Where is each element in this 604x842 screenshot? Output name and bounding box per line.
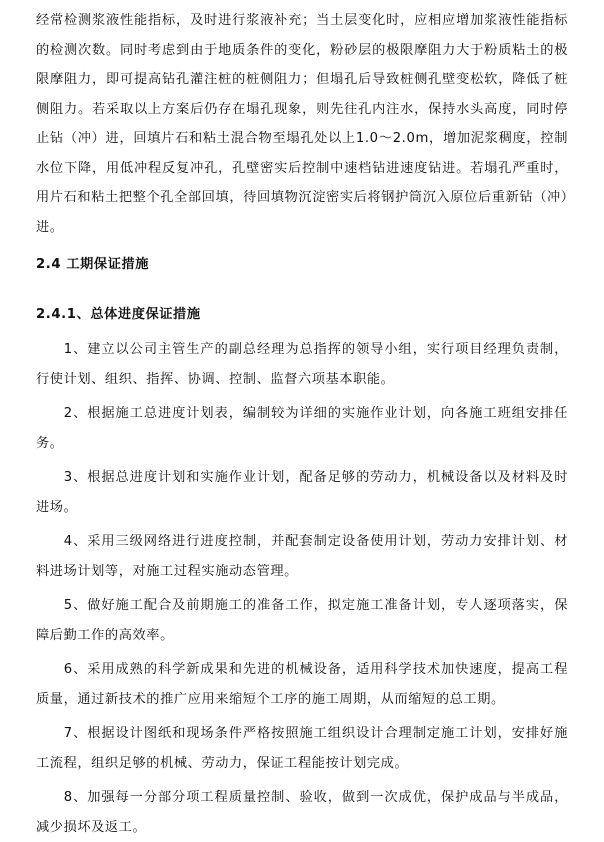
list-item-6: 6、采用成熟的科学新成果和先进的机械设备，适用科学技术加快速度，提高工程质量，通过新技术的推广应用来缩短个工序的施工周期，从而缩短的总工期。 (36, 662, 568, 707)
list-item-7: 7、根据设计图纸和现场条件严格按照施工组织设计合理制定施工计划，安排好施工流程，组织足够的机械、劳动力，保证工程能按计划完成。 (36, 726, 568, 771)
list-item-4: 4、采用三级网络进行进度控制，并配套制定设备使用计划，劳动力安排计划、材料进场计划等，对施工过程实施动态管理。 (36, 534, 568, 579)
list-item-5: 5、做好施工配合及前期施工的准备工作，拟定施工准备计划，专人逐项落实，保障后勤工作的高效率。 (36, 598, 568, 643)
list-item-1: 1、建立以公司主管生产的副总经理为总指挥的领导小组，实行项目经理负责制，行使计划、组织、指挥、协调、控制、监督六项基本职能。 (36, 342, 568, 387)
list-item-3: 3、根据总进度计划和实施作业计划，配备足够的劳动力，机械设备以及材料及时进场。 (36, 470, 568, 515)
section-heading: 2.4 工期保证措施 (36, 257, 150, 272)
list-item-8: 8、加强每一分部分项工程质量控制、验收，做到一次成优，保护成品与半成品，减少损坏及返工。 (36, 790, 568, 835)
subsection-heading: 2.4.1、总体进度保证措施 (36, 307, 201, 322)
list-item-2: 2、根据施工总进度计划表，编制较为详细的实施作业计划，向各施工班组安排任务。 (36, 406, 568, 451)
intro-paragraph: 经常检测浆液性能指标，及时进行浆液补充；当土层变化时，应相应增加浆液性能指标的检测次数。同时考虑到由于地质条件的变化，粉砂层的极限摩阻力大于粉质粘土的极限摩阻力，即可提高钻孔灌注桩的桩侧阻力；但塌孔后导致桩侧孔壁变松软，降低了桩侧阻力。若采取以上方案后仍存在塌孔现象，则先往孔内注水，保持水头高度，同时停止钻（冲）进，回填片石和粘土混合物至塌孔处以上1.0～2.0m，增加泥浆稠度，控制水位下降，用低冲程反复冲孔，孔壁密实后控制中速档钻进速度钻进。若塌孔严重时，用片石和粘土把整个孔全部回填，待回填物沉淀密实后将钢护筒沉入原位后重新钻（冲）进。 (36, 13, 568, 235)
